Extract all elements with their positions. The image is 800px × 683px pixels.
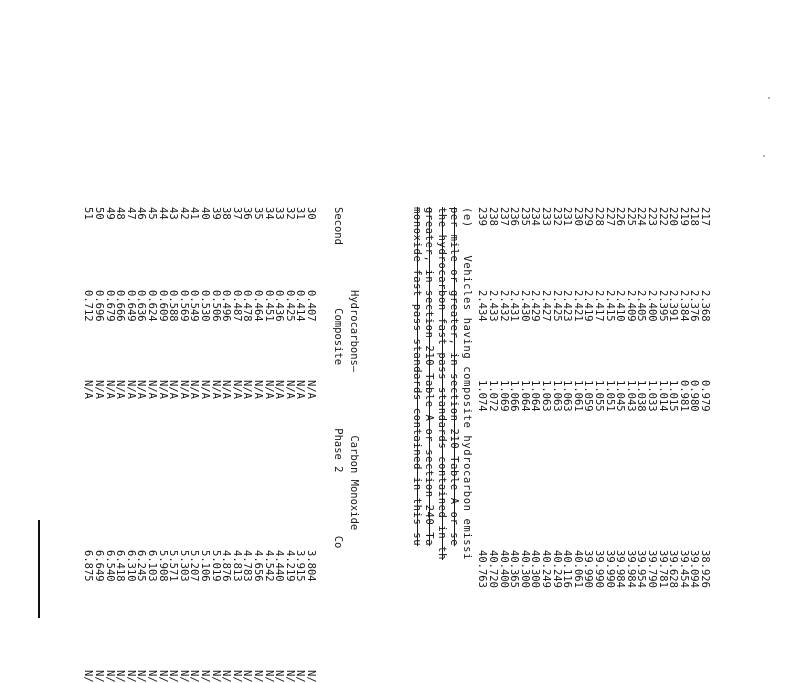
table-b-cell-c4: N/ (199, 670, 211, 683)
table-a-cell-c3: 39.990 (593, 550, 605, 588)
table-a-cell-mile: 220 (667, 207, 680, 226)
table-a-cell-c3: 40.763 (476, 550, 489, 588)
table-b-cell-c1: 0.609 (156, 290, 169, 322)
table-b-cell-c4: N/ (156, 670, 169, 683)
table-b-cell-c1: 0.636 (135, 290, 148, 322)
table-b-cell-c3: 3.915 (294, 550, 307, 582)
table-a-cell-mile: 238 (487, 207, 499, 226)
table-b-cell-c3: 6.310 (124, 550, 137, 582)
table-b-cell-c1: 0.569 (177, 290, 190, 322)
table-b-cell-c4: N/ (262, 670, 275, 683)
table-a-cell-mile: 222 (656, 207, 669, 226)
table-b-cell-c3: 5.908 (156, 550, 169, 582)
table-b-cell-c3: 3.804 (305, 550, 317, 582)
table-a-cell-c1: 2.415 (603, 290, 616, 322)
table-a-cell-c3: 40.249 (540, 550, 552, 588)
table-a-cell-c1: 2.384 (677, 290, 690, 322)
table-a-cell-c3: 39.790 (646, 550, 658, 588)
table-b-cell-sec: 43 (167, 207, 180, 220)
table-a-cell-c2: 1.064 (529, 380, 542, 412)
table-b-cell-c2: N/A (82, 380, 95, 399)
table-a-cell-c1: 2.434 (476, 290, 489, 322)
table-a-cell-c1: 2.430 (518, 290, 531, 322)
table-b-cell-c1: 0.649 (124, 290, 137, 322)
table-a-cell-c3: 39.781 (656, 550, 669, 588)
table-b-cell-sec: 51 (82, 207, 95, 220)
table-a-cell-mile: 223 (646, 207, 658, 226)
table-a-cell-c2: 1.059 (582, 380, 595, 412)
table-b-cell-c1: 0.487 (230, 290, 243, 322)
table-b-header: Hydrocarbons— Carbon Monoxide (348, 290, 360, 531)
table-b-cell-c2: N/A (241, 380, 254, 399)
table-a-cell-c3: 40.300 (518, 550, 531, 588)
table-b-cell-c1: 0.436 (273, 290, 286, 322)
table-b-cell-c2: N/A (146, 380, 158, 399)
table-b-cell-c2: N/A (156, 380, 169, 399)
table-a-cell-mile: 217 (699, 207, 711, 226)
table-b-cell-sec: 37 (230, 207, 243, 220)
table-a-cell-mile: 229 (582, 207, 595, 226)
table-a-cell-c1: 2.405 (635, 290, 648, 322)
table-a-cell-c1: 2.423 (561, 290, 574, 322)
table-a-cell-c3: 40.720 (487, 550, 499, 588)
table-a-cell-c2: 1.043 (624, 380, 637, 412)
table-a-cell-c2: 1.014 (656, 380, 669, 412)
table-a-cell-c3: 40.400 (497, 550, 510, 588)
table-a-cell-c1: 2.410 (614, 290, 627, 322)
table-a-cell-c1: 2.376 (688, 290, 701, 322)
table-a-cell-c1: 2.395 (656, 290, 669, 322)
table-b-cell-c1: 0.549 (188, 290, 201, 322)
table-b-cell-c3: 4.542 (262, 550, 275, 582)
table-b-cell-c3: 5.207 (188, 550, 201, 582)
table-b-cell-c3: 4.440 (273, 550, 286, 582)
paragraph-line: monoxide fast pass standards contained in this su (411, 207, 423, 547)
table-b-cell-sec: 34 (262, 207, 275, 220)
table-a-cell-c2: 1.045 (614, 380, 627, 412)
table-b-subheader: Second Composite Phase 2 Co (332, 207, 344, 549)
table-a-cell-mile: 232 (550, 207, 563, 226)
table-a-cell-c1: 2.421 (571, 290, 584, 322)
table-a-cell-c3: 39.984 (624, 550, 637, 588)
table-b-cell-c3: 6.540 (103, 550, 116, 582)
table-b-cell-c4: N/ (273, 670, 286, 683)
table-b-cell-c3: 5.019 (209, 550, 222, 582)
table-b-cell-c3: 5.106 (199, 550, 211, 582)
table-b-cell-c1: 0.712 (82, 290, 95, 322)
table-b-cell-c3: 6.875 (82, 550, 95, 582)
table-b-cell-c3: 5.571 (167, 550, 180, 582)
table-b-cell-c4: N/ (167, 670, 180, 683)
table-b-cell-c4: N/ (252, 670, 264, 683)
table-b-cell-sec: 45 (146, 207, 158, 220)
table-a-cell-c2: 1.015 (667, 380, 680, 412)
table-b-cell-sec: 49 (103, 207, 116, 220)
table-b-cell-c1: 0.588 (167, 290, 180, 322)
paragraph-line: greater, in section 210 Table A or section 240 Ta (423, 207, 436, 547)
table-b-cell-c4: N/ (177, 670, 190, 683)
table-a-cell-c2: 1.038 (635, 380, 648, 412)
table-a-cell-c2: 1.066 (508, 380, 521, 412)
table-a-cell-mile: 237 (497, 207, 510, 226)
table-b-cell-sec: 39 (209, 207, 222, 220)
table-a-cell-mile: 239 (476, 207, 489, 226)
table-a-cell-c1: 2.400 (646, 290, 658, 322)
table-b-cell-c4: N/ (230, 670, 243, 683)
table-a-cell-c1: 2.433 (487, 290, 499, 322)
table-a-cell-c2: 0.981 (677, 380, 690, 412)
table-b-cell-c2: N/A (103, 380, 116, 399)
table-a-cell-c2: 1.072 (487, 380, 499, 412)
table-b-cell-c4: N/ (283, 670, 296, 683)
table-a-cell-mile: 218 (688, 207, 701, 226)
table-b-cell-sec: 36 (241, 207, 254, 220)
table-b-cell-c1: 0.425 (283, 290, 296, 322)
table-b-cell-c2: N/A (114, 380, 127, 399)
table-a-cell-c1: 2.431 (508, 290, 521, 322)
table-b-cell-c4: N/ (114, 670, 127, 683)
table-a-cell-c1: 2.391 (667, 290, 680, 322)
table-a-cell-c3: 40.116 (561, 550, 574, 588)
table-a-cell-c2: 1.061 (571, 380, 584, 412)
table-b-cell-c3: 4.656 (252, 550, 264, 582)
table-b-cell-sec: 35 (252, 207, 264, 220)
table-b-cell-c4: N/ (135, 670, 148, 683)
table-b-cell-c2: N/A (230, 380, 243, 399)
table-b-cell-sec: 33 (273, 207, 286, 220)
table-b-cell-sec: 32 (283, 207, 296, 220)
table-b-cell-c3: 6.418 (114, 550, 127, 582)
table-b-cell-c2: N/A (262, 380, 275, 399)
table-a-cell-c1: 2.429 (529, 290, 542, 322)
table-b-cell-c3: 6.649 (93, 550, 105, 582)
table-a-cell-c3: 40.061 (571, 550, 584, 588)
table-a-cell-c3: 39.454 (677, 550, 690, 588)
table-a-cell-mile: 219 (677, 207, 690, 226)
table-b-cell-c2: N/A (252, 380, 264, 399)
table-b-cell-c1: 0.407 (305, 290, 317, 322)
table-b-cell-c3: 5.303 (177, 550, 190, 582)
table-a-cell-mile: 236 (508, 207, 521, 226)
table-a-cell-c1: 2.432 (497, 290, 510, 322)
table-b-cell-sec: 31 (294, 207, 307, 220)
table-b-cell-sec: 41 (188, 207, 201, 220)
table-b-cell-c1: 0.530 (199, 290, 211, 322)
table-a-cell-c3: 40.249 (550, 550, 563, 588)
table-a-cell-c2: 0.980 (688, 380, 701, 412)
table-b-cell-c3: 4.783 (241, 550, 254, 582)
table-b-cell-c1: 0.414 (294, 290, 307, 322)
table-b-cell-c4: N/ (305, 670, 317, 683)
table-a-cell-c2: 1.064 (518, 380, 531, 412)
table-a-cell-c1: 2.427 (540, 290, 552, 322)
table-b-cell-c2: N/A (177, 380, 190, 399)
table-a-cell-c2: 1.051 (603, 380, 616, 412)
table-b-cell-c2: N/A (188, 380, 201, 399)
table-b-cell-c1: 0.506 (209, 290, 222, 322)
table-b-cell-sec: 50 (93, 207, 105, 220)
table-b-cell-c1: 0.666 (114, 290, 127, 322)
table-a-cell-mile: 226 (614, 207, 627, 226)
table-a-cell-mile: 234 (529, 207, 542, 226)
table-b-cell-c1: 0.451 (262, 290, 275, 322)
table-a-cell-c2: 1.055 (593, 380, 605, 412)
table-b-cell-c2: N/A (135, 380, 148, 399)
table-a-cell-c3: 39.990 (603, 550, 616, 588)
table-b-cell-c1: 0.624 (146, 290, 158, 322)
table-a-cell-c3: 39.094 (688, 550, 701, 588)
table-b-cell-c3: 4.876 (220, 550, 233, 582)
table-b-cell-c2: N/A (220, 380, 233, 399)
table-a-cell-c3: 38.926 (699, 550, 711, 588)
table-a-cell-c3: 39.984 (614, 550, 627, 588)
table-b-cell-c4: N/ (241, 670, 254, 683)
table-a-cell-c1: 2.368 (699, 290, 711, 322)
table-a-cell-c3: 39.628 (667, 550, 680, 588)
table-b-cell-c2: N/A (305, 380, 317, 399)
table-b-cell-c2: N/A (294, 380, 307, 399)
table-b-cell-c2: N/A (209, 380, 222, 399)
table-b-cell-c3: 4.813 (230, 550, 243, 582)
table-b-cell-sec: 38 (220, 207, 233, 220)
paragraph-line: (e) Vehicles having composite hydrocarbon emissi (461, 207, 473, 560)
table-b-cell-c2: N/A (167, 380, 180, 399)
table-b-cell-sec: 46 (135, 207, 148, 220)
table-a-cell-mile: 225 (624, 207, 637, 226)
paragraph-line: the hydrocarbon fast pass standards contained in th (436, 207, 448, 560)
table-a-cell-c2: 1.063 (550, 380, 563, 412)
table-a-cell-c3: 40.365 (508, 550, 521, 588)
table-b-cell-c3: 6.103 (146, 550, 158, 582)
table-b-cell-c4: N/ (146, 670, 158, 683)
table-a-cell-c2: 1.033 (646, 380, 658, 412)
table-b-cell-c1: 0.478 (241, 290, 254, 322)
table-b-cell-c4: N/ (103, 670, 116, 683)
table-a-cell-mile: 227 (603, 207, 616, 226)
table-b-cell-c4: N/ (209, 670, 222, 683)
table-a-cell-c2: 0.979 (699, 380, 711, 412)
table-a-cell-mile: 230 (571, 207, 584, 226)
table-b-cell-sec: 48 (114, 207, 127, 220)
rotated-document (0, 60, 800, 683)
table-b-cell-c2: N/A (93, 380, 105, 399)
table-a-cell-c1: 2.417 (593, 290, 605, 322)
table-b-cell-c3: 6.245 (135, 550, 148, 582)
table-a-cell-c1: 2.425 (550, 290, 563, 322)
table-b-cell-c1: 0.679 (103, 290, 116, 322)
table-a-cell-mile: 224 (635, 207, 648, 226)
table-b-cell-sec: 47 (124, 207, 137, 220)
table-b-cell-c2: N/A (199, 380, 211, 399)
table-a-cell-c1: 2.419 (582, 290, 595, 322)
table-b-cell-sec: 44 (156, 207, 169, 220)
table-b-cell-sec: 40 (199, 207, 211, 220)
paragraph-line: per mile or greater, in section 210 Table A or se (448, 207, 461, 547)
table-a-cell-mile: 231 (561, 207, 574, 226)
table-b-cell-c1: 0.496 (220, 290, 233, 322)
table-b-cell-c4: N/ (188, 670, 201, 683)
table-a-cell-c2: 1.074 (476, 380, 489, 412)
table-b-cell-c2: N/A (273, 380, 286, 399)
table-a-cell-mile: 233 (540, 207, 552, 226)
table-b-cell-c2: N/A (124, 380, 137, 399)
table-b-cell-c4: N/ (93, 670, 105, 683)
table-a-cell-c2: 1.069 (497, 380, 510, 412)
table-a-cell-c1: 2.409 (624, 290, 637, 322)
table-b-cell-c1: 0.464 (252, 290, 264, 322)
table-b-cell-c4: N/ (220, 670, 233, 683)
table-a-cell-c2: 1.063 (561, 380, 574, 412)
table-b-cell-c2: N/A (283, 380, 296, 399)
table-b-cell-c4: N/ (124, 670, 137, 683)
table-b-cell-sec: 42 (177, 207, 190, 220)
table-a-cell-c3: 40.300 (529, 550, 542, 588)
table-a-cell-c3: 39.954 (635, 550, 648, 588)
table-a-cell-c3: 39.990 (582, 550, 595, 588)
table-b-cell-c4: N/ (294, 670, 307, 683)
table-b-cell-c1: 0.696 (93, 290, 105, 322)
table-a-cell-mile: 228 (593, 207, 605, 226)
table-a-cell-c2: 1.063 (540, 380, 552, 412)
table-b-cell-sec: 30 (305, 207, 317, 220)
table-a-cell-mile: 235 (518, 207, 531, 226)
table-b-cell-c3: 4.219 (283, 550, 296, 582)
table-b-cell-c4: N/ (82, 670, 95, 683)
